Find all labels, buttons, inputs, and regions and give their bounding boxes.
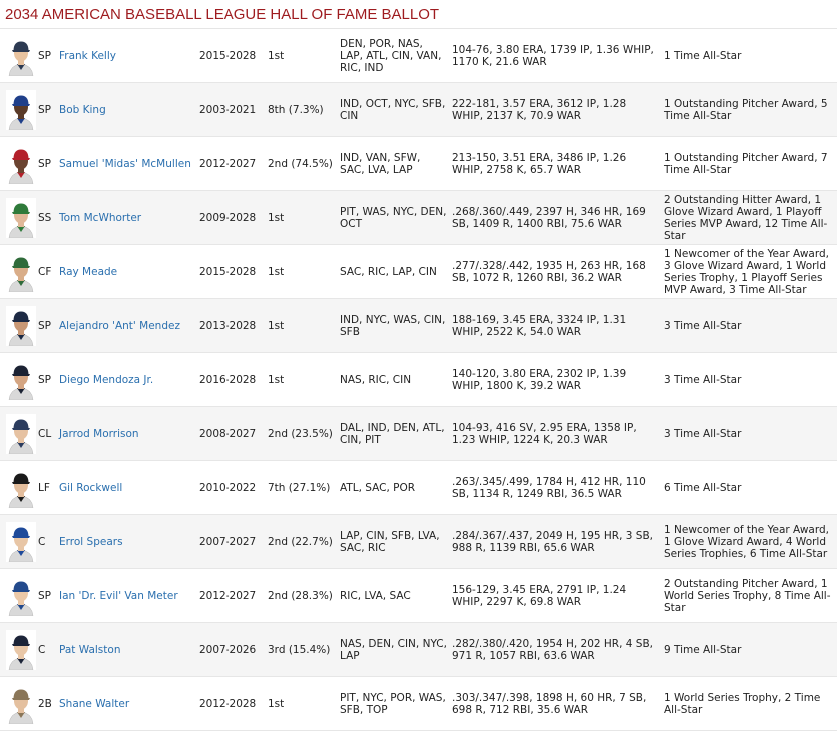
years-text: 2012-2027 (199, 589, 257, 602)
position-text: CF (38, 265, 52, 278)
position-text: SP (38, 49, 51, 62)
awards-text: 3 Time All-Star (664, 319, 742, 332)
position-text: SP (38, 589, 51, 602)
position-text: SP (38, 373, 51, 386)
vote-cell (268, 299, 338, 352)
stats-text: .263/.345/.499, 1784 H, 412 HR, 110 SB, 1134 R, 1249 RBI, 36.5 WAR (452, 475, 646, 500)
stats-cell (452, 569, 660, 622)
position-cell (38, 677, 58, 730)
position-cell (38, 29, 58, 82)
table-row (0, 677, 837, 731)
table-row (0, 515, 837, 569)
years-cell (199, 29, 267, 82)
teams-cell (340, 83, 448, 136)
player-name-cell (59, 569, 195, 622)
position-cell (38, 461, 58, 514)
player-portrait (6, 90, 36, 130)
vote-cell (268, 569, 338, 622)
awards-cell (664, 83, 836, 136)
teams-text: NAS, DEN, CIN, NYC, LAP (340, 637, 447, 662)
teams-cell (340, 29, 448, 82)
vote-text: 8th (7.3%) (268, 103, 324, 116)
teams-text: DEN, POR, NAS, LAP, ATL, CIN, VAN, RIC, IND (340, 37, 442, 74)
awards-cell (664, 137, 836, 190)
player-portrait (6, 576, 36, 616)
vote-text: 1st (268, 211, 285, 224)
player-name-link[interactable]: Shane Walter (59, 697, 130, 710)
player-name-cell (59, 515, 195, 568)
teams-cell (340, 191, 448, 244)
table-row (0, 191, 837, 245)
player-name-cell (59, 137, 195, 190)
teams-cell (340, 353, 448, 406)
teams-text: IND, VAN, SFW, SAC, LVA, LAP (340, 151, 421, 176)
teams-text: RIC, LVA, SAC (340, 589, 411, 602)
player-portrait (6, 630, 36, 670)
position-cell (38, 623, 58, 676)
stats-cell (452, 407, 660, 460)
position-text: SP (38, 157, 51, 170)
stats-text: 140-120, 3.80 ERA, 2302 IP, 1.39 WHIP, 1800 K, 39.2 WAR (452, 367, 627, 392)
teams-text: DAL, IND, DEN, ATL, CIN, PIT (340, 421, 445, 446)
teams-text: NAS, RIC, CIN (340, 373, 412, 386)
vote-cell (268, 677, 338, 730)
awards-cell (664, 299, 836, 352)
player-name-link[interactable]: Samuel 'Midas' McMullen (59, 157, 191, 170)
position-cell (38, 515, 58, 568)
player-portrait (6, 522, 36, 562)
awards-text: 1 Outstanding Pitcher Award, 7 Time All-Star (664, 151, 828, 176)
position-text: LF (38, 481, 50, 494)
stats-cell (452, 677, 660, 730)
player-portrait (6, 144, 36, 184)
years-cell (199, 515, 267, 568)
player-name-cell (59, 29, 195, 82)
stats-text: .268/.360/.449, 2397 H, 346 HR, 169 SB, 1409 R, 1400 RBI, 75.6 WAR (452, 205, 646, 230)
stats-text: .282/.380/.420, 1954 H, 202 HR, 4 SB, 971 R, 1057 RBI, 63.6 WAR (452, 637, 653, 662)
years-text: 2003-2021 (199, 103, 257, 116)
table-row (0, 299, 837, 353)
player-portrait (6, 252, 36, 292)
position-text: C (38, 535, 46, 548)
vote-cell (268, 353, 338, 406)
awards-text: 2 Outstanding Pitcher Award, 1 World Series Trophy, 8 Time All-Star (664, 577, 831, 614)
stats-cell (452, 29, 660, 82)
years-text: 2015-2028 (199, 49, 257, 62)
vote-cell (268, 623, 338, 676)
player-name-link[interactable]: Tom McWhorter (59, 211, 142, 224)
years-cell (199, 299, 267, 352)
position-cell (38, 569, 58, 622)
position-cell (38, 353, 58, 406)
position-text: SP (38, 319, 51, 332)
years-text: 2009-2028 (199, 211, 257, 224)
awards-text: 1 Outstanding Pitcher Award, 5 Time All-Star (664, 97, 828, 122)
table-row (0, 353, 837, 407)
stats-cell (452, 461, 660, 514)
player-name-cell (59, 623, 195, 676)
position-cell (38, 191, 58, 244)
stats-text: 222-181, 3.57 ERA, 3612 IP, 1.28 WHIP, 2137 K, 70.9 WAR (452, 97, 627, 122)
player-portrait (6, 36, 36, 76)
vote-text: 2nd (22.7%) (268, 535, 333, 548)
stats-text: 188-169, 3.45 ERA, 3324 IP, 1.31 WHIP, 2522 K, 54.0 WAR (452, 313, 627, 338)
awards-cell (664, 407, 836, 460)
stats-text: 104-76, 3.80 ERA, 1739 IP, 1.36 WHIP, 1170 K, 21.6 WAR (452, 43, 654, 68)
years-text: 2007-2027 (199, 535, 257, 548)
teams-text: ATL, SAC, POR (340, 481, 416, 494)
awards-cell (664, 353, 836, 406)
vote-text: 1st (268, 49, 285, 62)
stats-text: .303/.347/.398, 1898 H, 60 HR, 7 SB, 698 R, 712 RBI, 35.6 WAR (452, 691, 647, 716)
photo-cell (6, 623, 38, 676)
player-name-link[interactable]: Ian 'Dr. Evil' Van Meter (59, 589, 178, 602)
table-row (0, 83, 837, 137)
awards-text: 1 Time All-Star (664, 49, 742, 62)
player-name-cell (59, 677, 195, 730)
photo-cell (6, 245, 38, 298)
teams-cell (340, 299, 448, 352)
years-text: 2015-2028 (199, 265, 257, 278)
player-portrait (6, 684, 36, 724)
teams-cell (340, 569, 448, 622)
years-cell (199, 191, 267, 244)
vote-text: 3rd (15.4%) (268, 643, 331, 656)
years-cell (199, 137, 267, 190)
vote-cell (268, 515, 338, 568)
years-cell (199, 245, 267, 298)
teams-text: PIT, WAS, NYC, DEN, OCT (340, 205, 447, 230)
teams-text: IND, OCT, NYC, SFB, CIN (340, 97, 446, 122)
teams-cell (340, 245, 448, 298)
awards-cell (664, 515, 836, 568)
teams-cell (340, 677, 448, 730)
table-row (0, 623, 837, 677)
vote-text: 2nd (74.5%) (268, 157, 333, 170)
vote-text: 1st (268, 265, 285, 278)
player-portrait (6, 360, 36, 400)
awards-text: 1 Newcomer of the Year Award, 1 Glove Wizard Award, 4 World Series Trophies, 6 Time All-Star (664, 523, 829, 560)
teams-cell (340, 461, 448, 514)
teams-cell (340, 407, 448, 460)
table-row (0, 407, 837, 461)
vote-text: 1st (268, 319, 285, 332)
years-cell (199, 623, 267, 676)
years-cell (199, 407, 267, 460)
years-cell (199, 569, 267, 622)
awards-cell (664, 191, 836, 244)
player-name-link[interactable]: Gil Rockwell (59, 481, 123, 494)
position-text: C (38, 643, 46, 656)
photo-cell (6, 407, 38, 460)
awards-text: 3 Time All-Star (664, 427, 742, 440)
awards-text: 9 Time All-Star (664, 643, 742, 656)
position-text: SP (38, 103, 51, 116)
player-name-cell (59, 353, 195, 406)
years-cell (199, 677, 267, 730)
stats-cell (452, 137, 660, 190)
years-cell (199, 461, 267, 514)
position-text: 2B (38, 697, 52, 710)
player-name-link[interactable]: Errol Spears (59, 535, 123, 548)
position-cell (38, 137, 58, 190)
years-text: 2016-2028 (199, 373, 257, 386)
awards-cell (664, 29, 836, 82)
player-portrait (6, 468, 36, 508)
position-text: CL (38, 427, 52, 440)
photo-cell (6, 137, 38, 190)
awards-cell (664, 569, 836, 622)
photo-cell (6, 83, 38, 136)
stats-text: 156-129, 3.45 ERA, 2791 IP, 1.24 WHIP, 2297 K, 69.8 WAR (452, 583, 627, 608)
vote-text: 2nd (23.5%) (268, 427, 333, 440)
player-name-link[interactable]: Jarrod Morrison (59, 427, 139, 440)
position-cell (38, 299, 58, 352)
photo-cell (6, 515, 38, 568)
table-row (0, 461, 837, 515)
stats-text: 104-93, 416 SV, 2.95 ERA, 1358 IP, 1.23 WHIP, 1224 K, 20.3 WAR (452, 421, 637, 446)
photo-cell (6, 29, 38, 82)
years-cell (199, 353, 267, 406)
awards-text: 6 Time All-Star (664, 481, 742, 494)
table-row (0, 245, 837, 299)
awards-cell (664, 245, 836, 298)
vote-cell (268, 191, 338, 244)
teams-cell (340, 623, 448, 676)
vote-cell (268, 83, 338, 136)
photo-cell (6, 569, 38, 622)
player-name-cell (59, 191, 195, 244)
player-name-link[interactable]: Diego Mendoza Jr. (59, 373, 154, 386)
position-cell (38, 83, 58, 136)
vote-cell (268, 29, 338, 82)
vote-cell (268, 461, 338, 514)
vote-cell (268, 137, 338, 190)
stats-cell (452, 83, 660, 136)
photo-cell (6, 461, 38, 514)
years-text: 2007-2026 (199, 643, 257, 656)
awards-text: 2 Outstanding Hitter Award, 1 Glove Wizard Award, 1 Playoff Series MVP Award, 12 Time All-Star (664, 193, 828, 242)
table-row (0, 137, 837, 191)
teams-text: SAC, RIC, LAP, CIN (340, 265, 437, 278)
player-portrait (6, 198, 36, 238)
vote-text: 7th (27.1%) (268, 481, 331, 494)
table-row (0, 569, 837, 623)
stats-cell (452, 623, 660, 676)
stats-text: 213-150, 3.51 ERA, 3486 IP, 1.26 WHIP, 2758 K, 65.7 WAR (452, 151, 627, 176)
teams-text: PIT, NYC, POR, WAS, SFB, TOP (340, 691, 446, 716)
vote-text: 1st (268, 373, 285, 386)
ballot-table (0, 29, 837, 731)
position-cell (38, 407, 58, 460)
vote-cell (268, 407, 338, 460)
awards-cell (664, 677, 836, 730)
years-text: 2012-2028 (199, 697, 257, 710)
awards-text: 1 World Series Trophy, 2 Time All-Star (664, 691, 821, 716)
years-cell (199, 83, 267, 136)
player-name-cell (59, 83, 195, 136)
awards-cell (664, 461, 836, 514)
player-portrait (6, 306, 36, 346)
awards-text: 1 Newcomer of the Year Award, 3 Glove Wizard Award, 1 World Series Trophy, 1 Playoff Series MVP Award, 3 Time All-Star (664, 247, 829, 296)
photo-cell (6, 677, 38, 730)
stats-text: .284/.367/.437, 2049 H, 195 HR, 3 SB, 988 R, 1139 RBI, 65.6 WAR (452, 529, 653, 554)
teams-cell (340, 515, 448, 568)
stats-cell (452, 191, 660, 244)
stats-cell (452, 515, 660, 568)
years-text: 2012-2027 (199, 157, 257, 170)
years-text: 2010-2022 (199, 481, 257, 494)
player-name-cell (59, 461, 195, 514)
player-name-cell (59, 299, 195, 352)
stats-cell (452, 299, 660, 352)
vote-cell (268, 245, 338, 298)
years-text: 2008-2027 (199, 427, 257, 440)
years-text: 2013-2028 (199, 319, 257, 332)
position-cell (38, 245, 58, 298)
stats-text: .277/.328/.442, 1935 H, 263 HR, 168 SB, 1072 R, 1260 RBI, 36.2 WAR (452, 259, 646, 284)
player-name-link[interactable]: Bob King (59, 103, 106, 116)
player-name-link[interactable]: Pat Walston (59, 643, 121, 656)
player-name-link[interactable]: Frank Kelly (59, 49, 116, 62)
teams-text: LAP, CIN, SFB, LVA, SAC, RIC (340, 529, 440, 554)
vote-text: 1st (268, 697, 285, 710)
table-row (0, 29, 837, 83)
player-name-cell (59, 245, 195, 298)
awards-cell (664, 623, 836, 676)
teams-text: IND, NYC, WAS, CIN, SFB (340, 313, 446, 338)
photo-cell (6, 299, 38, 352)
page-title: 2034 AMERICAN BASEBALL LEAGUE HALL OF FAME BALLOT (0, 0, 837, 29)
vote-text: 2nd (28.3%) (268, 589, 333, 602)
player-portrait (6, 414, 36, 454)
awards-text: 3 Time All-Star (664, 373, 742, 386)
player-name-cell (59, 407, 195, 460)
player-name-link[interactable]: Alejandro 'Ant' Mendez (59, 319, 180, 332)
photo-cell (6, 191, 38, 244)
photo-cell (6, 353, 38, 406)
stats-cell (452, 353, 660, 406)
player-name-link[interactable]: Ray Meade (59, 265, 118, 278)
stats-cell (452, 245, 660, 298)
teams-cell (340, 137, 448, 190)
position-text: SS (38, 211, 52, 224)
